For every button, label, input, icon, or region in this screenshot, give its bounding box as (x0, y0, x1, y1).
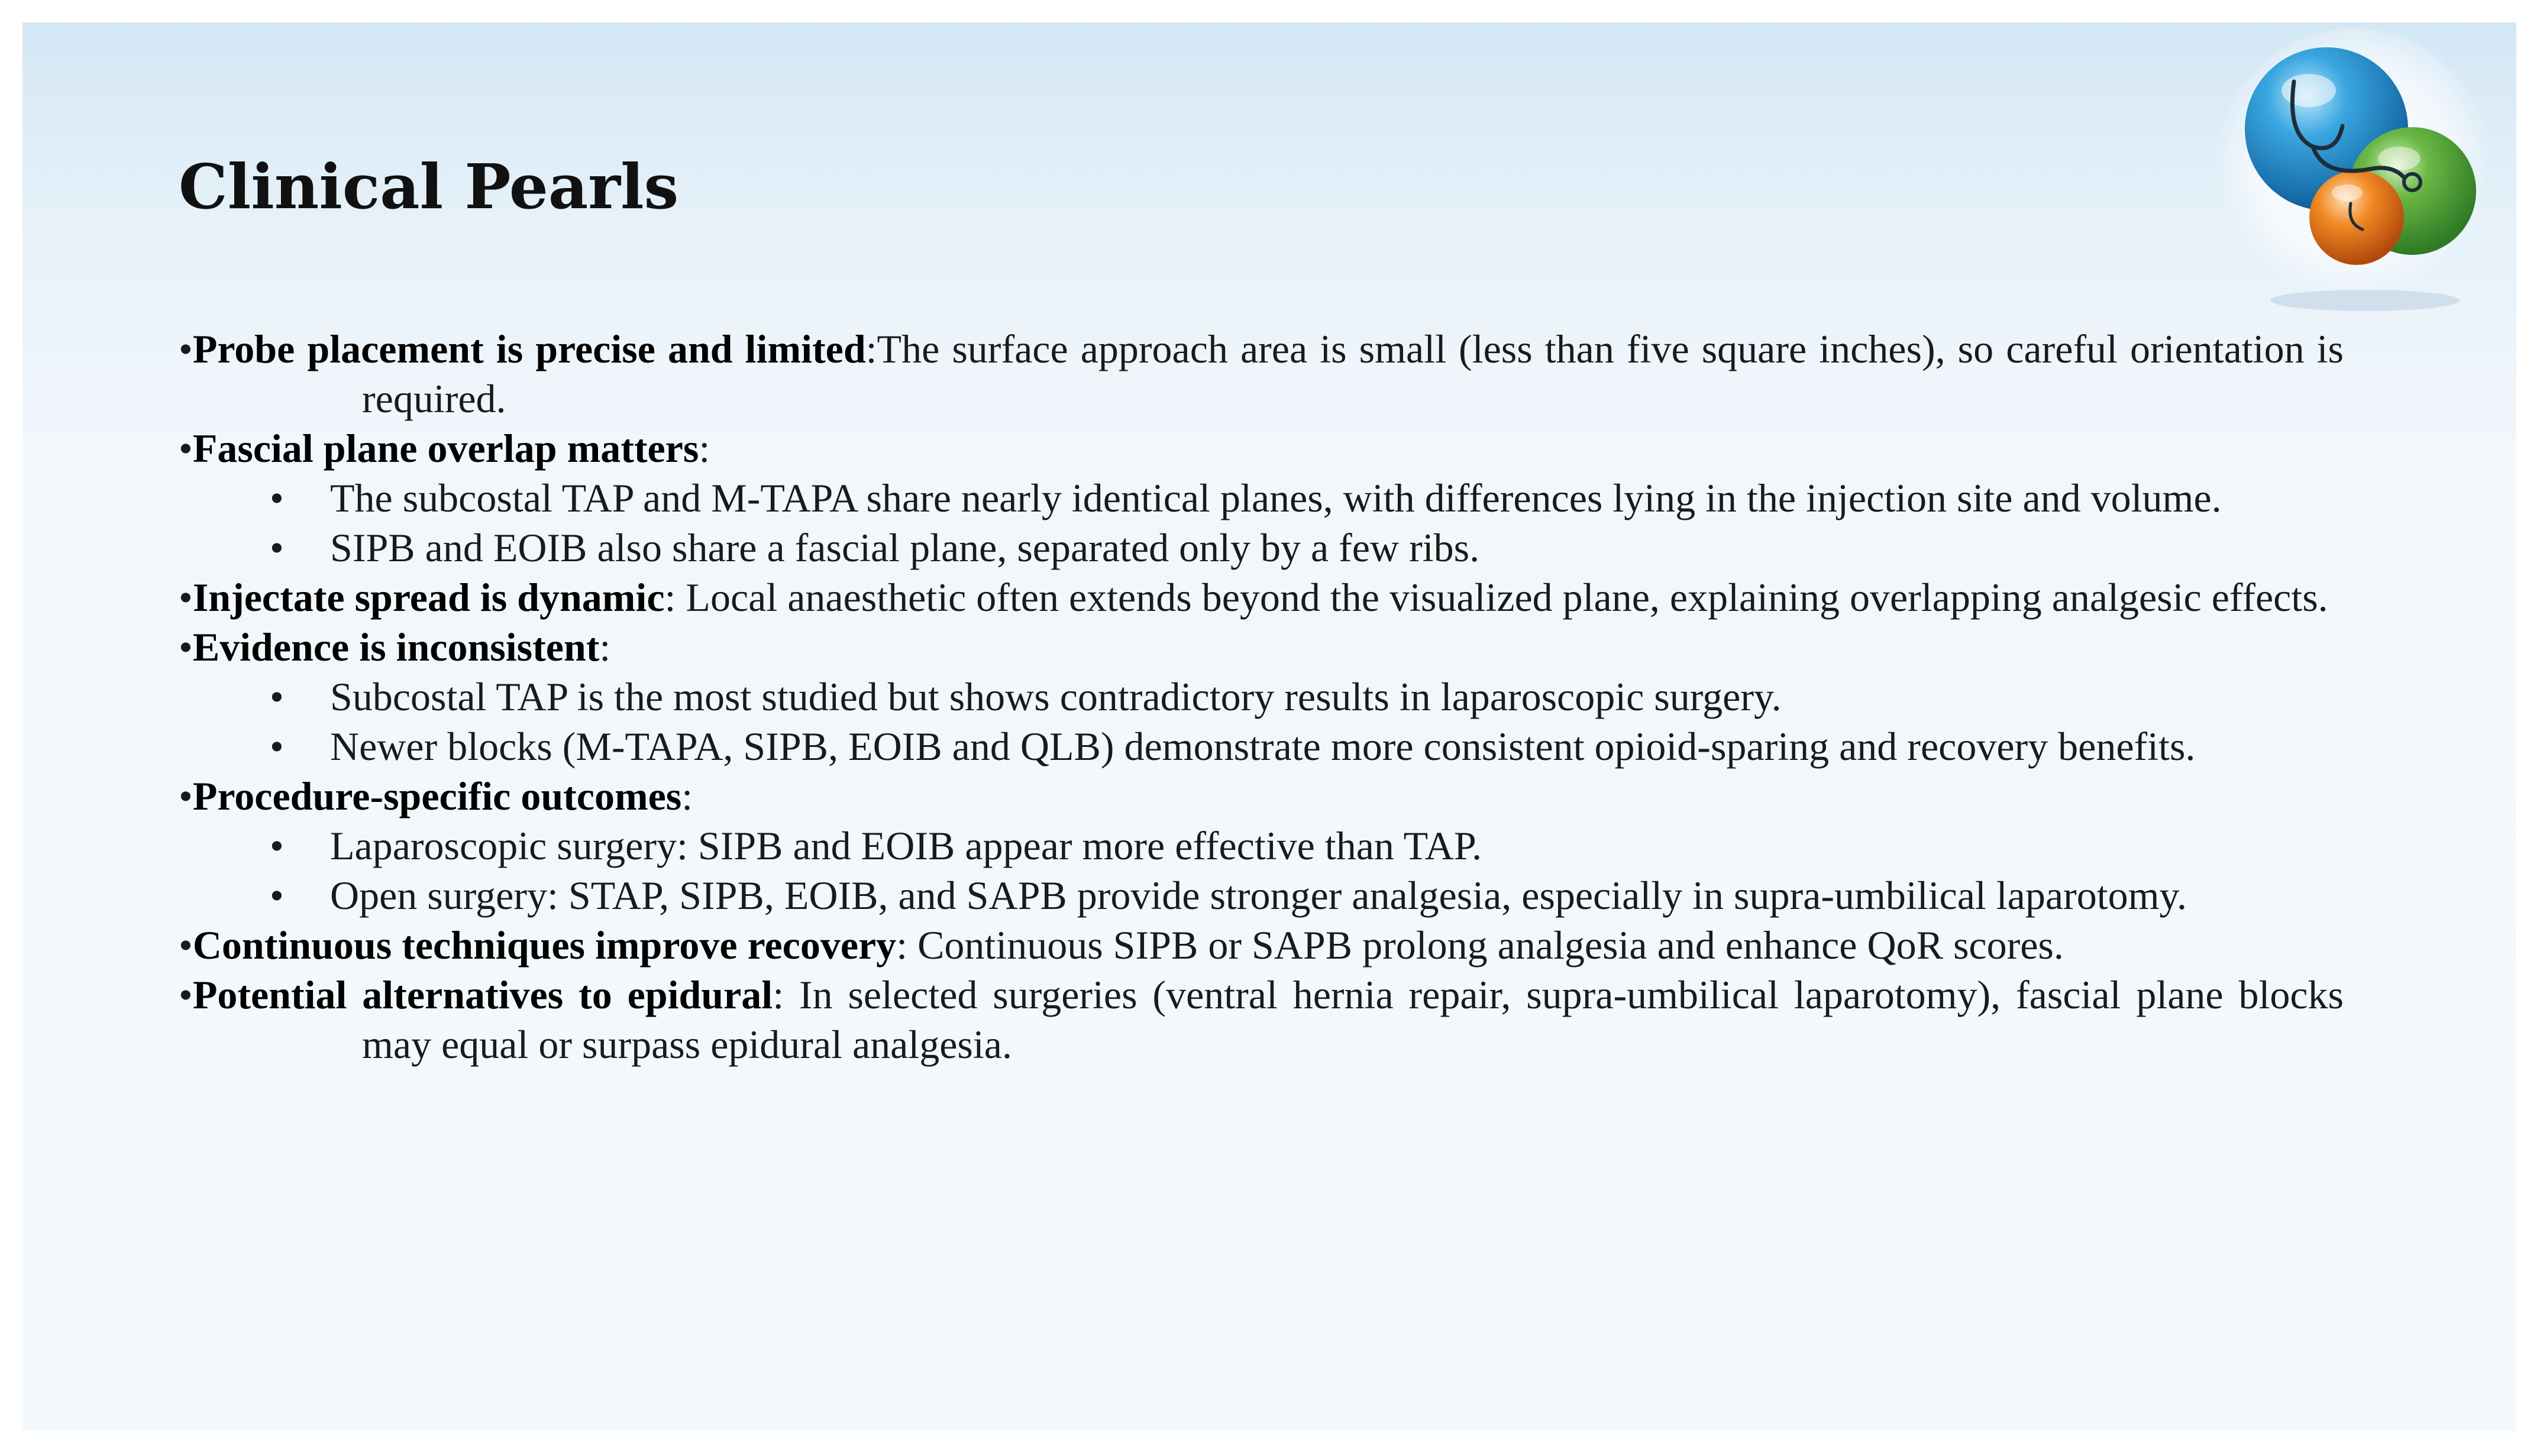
pearl-evidence: •Evidence is inconsistent: (179, 625, 611, 669)
pearl-text: : (699, 426, 710, 471)
pearl-injectate-spread: •Injectate spread is dynamic: Local anaesthetic often extends beyond the visualized plane, explaining overlapping analgesic effects. (179, 575, 2328, 620)
pearl-text: :The surface approach area is small (less than five square inches), so careful orientation is required. (362, 326, 2344, 421)
sub-bullet-text: SIPB and EOIB also share a fascial plane, separated only by a few ribs. (330, 525, 1480, 570)
bullet-dot: • (270, 674, 284, 719)
pearl-text: : (599, 625, 611, 669)
bullet-dot: • (270, 525, 284, 570)
pearl-text: : (681, 774, 693, 818)
sub-bullet (179, 871, 2344, 920)
pearl-procedure-outcomes: •Procedure-specific outcomes: (179, 774, 693, 818)
sub-bullet (179, 473, 2344, 523)
slide (22, 22, 2516, 1431)
bullet-dot: • (270, 823, 284, 868)
pearl-heading: Probe placement is precise and limited (192, 326, 866, 371)
pearl-heading: Continuous techniques improve recovery (192, 923, 897, 968)
pearl-heading: Fascial plane overlap matters (192, 426, 699, 471)
sub-bullet (179, 672, 2344, 721)
sub-bullet-text: Laparoscopic surgery: SIPB and EOIB appear more effective than TAP. (330, 823, 1482, 868)
bullet-dot: • (270, 475, 284, 520)
slide-title: Clinical Pearls (179, 150, 679, 223)
pearl-epidural-alternatives: •Potential alternatives to epidural: In selected surgeries (ventral hernia repair, supra-umbilical laparotomy), fascial plane blocks may equal or surpass epidural analgesia. (179, 972, 2344, 1067)
clinical-pearls-list (179, 324, 2344, 1069)
stethoscope-spheres-logo-icon (2182, 22, 2513, 330)
sub-bullet-text: Newer blocks (M-TAPA, SIPB, EOIB and QLB) demonstrate more consistent opioid-sparing and recovery benefits. (330, 724, 2196, 769)
sub-bullet-text: Open surgery: STAP, SIPB, EOIB, and SAPB provide stronger analgesia, especially in supra-umbilical laparotomy. (330, 873, 2187, 918)
pearl-heading: Evidence is inconsistent (192, 625, 600, 669)
sub-bullet (179, 523, 2344, 572)
pearl-text: : In selected surgeries (ventral hernia repair, supra-umbilical laparotomy), fascial plane blocks may equal or surpass epidural analgesia. (362, 972, 2344, 1067)
bullet-dot: • (270, 724, 284, 769)
pearl-heading: Procedure-specific outcomes (192, 774, 682, 818)
pearl-continuous-techniques: •Continuous techniques improve recovery: Continuous SIPB or SAPB prolong analgesia and enhance QoR scores. (179, 923, 2064, 968)
pearl-heading: Potential alternatives to epidural (192, 972, 773, 1017)
sub-bullet (179, 821, 2344, 871)
pearl-heading: Injectate spread is dynamic (192, 575, 665, 620)
bullet-dot: • (270, 873, 284, 918)
sub-bullet-text: Subcostal TAP is the most studied but shows contradictory results in laparoscopic surgery. (330, 674, 1782, 719)
pearl-fascial-overlap: •Fascial plane overlap matters: (179, 426, 710, 471)
pearl-text: : Continuous SIPB or SAPB prolong analgesia and enhance QoR scores. (896, 923, 2064, 968)
pearl-probe-placement: •Probe placement is precise and limited:The surface approach area is small (less than five square inches), so careful orientation is required. (179, 326, 2344, 421)
sub-bullet (179, 721, 2344, 771)
sub-bullet-text: The subcostal TAP and M-TAPA share nearly identical planes, with differences lying in the injection site and volume. (330, 475, 2222, 520)
pearl-text: : Local anaesthetic often extends beyond the visualized plane, explaining overlapping analgesic effects. (664, 575, 2328, 620)
